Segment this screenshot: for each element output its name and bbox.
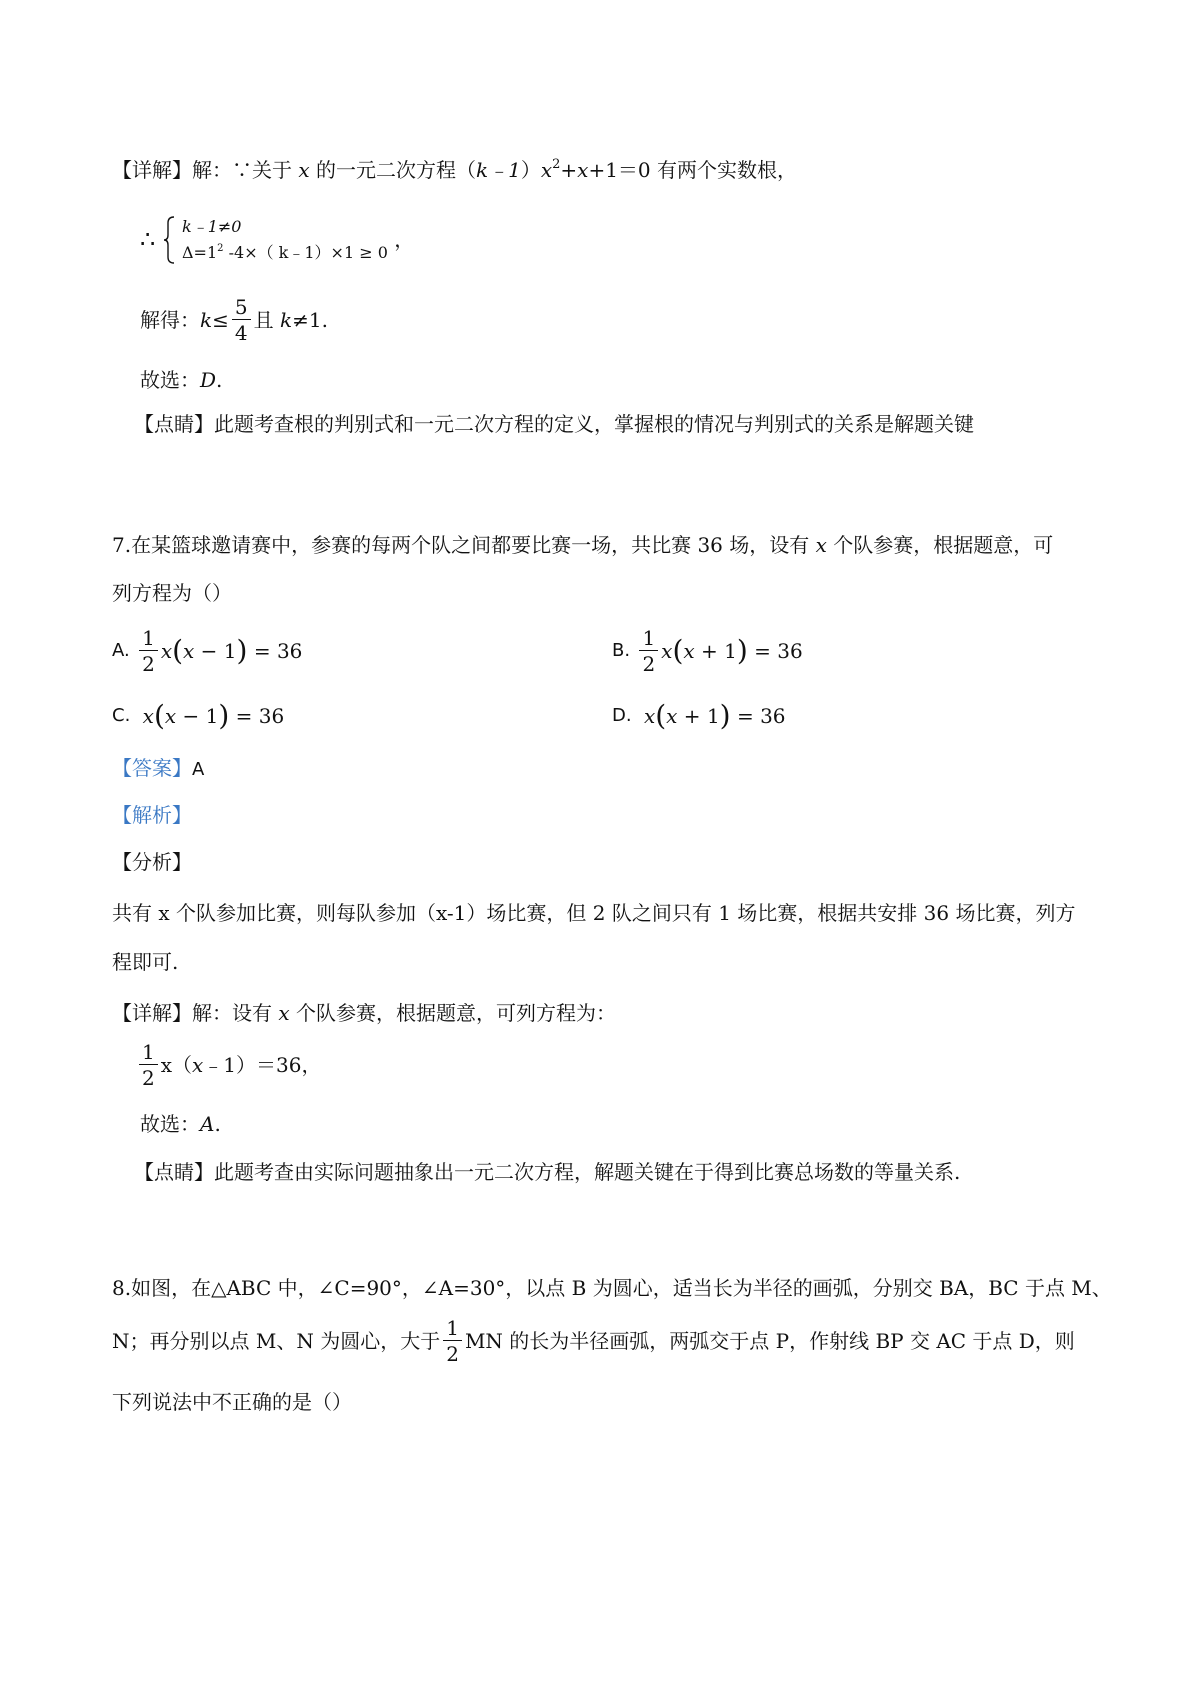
q7-choose-line: 故选：A. bbox=[140, 1112, 221, 1136]
q7-fenxi-label: 【分析】 bbox=[112, 850, 192, 874]
q7-stem-line-2: 列方程为（） bbox=[112, 581, 232, 605]
system-line-1: k﹣1≠0 bbox=[182, 217, 242, 236]
q7-fenxi-line-2: 程即可. bbox=[112, 950, 179, 974]
prev-choose-line: 故选：D. bbox=[140, 368, 223, 392]
solve-result: 解得：k≤ $\frac{5}{4}$ 且 k≠1. bbox=[140, 295, 328, 345]
q7-option-d: D. x(x + 1) = 36 bbox=[612, 699, 786, 732]
q7-detail-line: 【详解】解：设有 x 个队参赛，根据题意，可列方程为： bbox=[112, 1001, 616, 1025]
q7-answer: 【答案】A bbox=[112, 756, 205, 780]
prev-detail-line: 【详解】解：∵关于 x 的一元二次方程$(k﹣1)x^2+x+1=0$ 有两个实数根， bbox=[112, 157, 798, 182]
q7-option-c: C. x(x − 1) = 36 bbox=[112, 699, 285, 732]
q7-option-b: B. $\frac{1}{2}$ x(x + 1) = 36 bbox=[612, 626, 803, 676]
q8-stem-line-1: 8.如图，在△ABC 中，∠C=90°，∠A=30°，以点 B 为圆心，适当长为半径的画弧，分别交 BA，BC 于点 M、 bbox=[112, 1276, 1112, 1300]
q7-option-a: A. $\frac{1}{2}$ x(x − 1) = 36 bbox=[112, 626, 303, 676]
q7-analysis-label: 【解析】 bbox=[112, 803, 192, 827]
left-brace-icon bbox=[162, 215, 176, 265]
q7-equation: $\frac{1}{2}$ x（x﹣1）＝36， bbox=[136, 1042, 321, 1088]
q7-comment: 【点睛】此题考查由实际问题抽象出一元二次方程，解题关键在于得到比赛总场数的等量关系. bbox=[134, 1160, 961, 1184]
q8-stem-line-3: 下列说法中不正确的是（） bbox=[112, 1390, 352, 1414]
system-line-2: $\Delta=1^2$ -4×（ k﹣1）×1 ≥ 0 bbox=[182, 242, 388, 262]
prev-comment: 【点睛】此题考查根的判别式和一元二次方程的定义，掌握根的情况与判别式的关系是解题关键 bbox=[134, 412, 974, 436]
inequality-system: ∴ k﹣1≠0 $\Delta=1^2$ -4×（ k﹣1）×1 ≥ 0 ， bbox=[140, 214, 414, 265]
fraction-five-fourths: $\frac{5}{4}$ bbox=[232, 297, 251, 343]
therefore-symbol: ∴ bbox=[140, 225, 156, 254]
q7-stem-line-1: 7.在某篮球邀请赛中，参赛的每两个队之间都要比赛一场，共比赛 36 场，设有 x 个队参赛，根据题意，可 bbox=[112, 533, 1054, 557]
q8-stem-line-2: N；再分别以点 M、N 为圆心，大于 $\frac{1}{2}$ MN 的长为半径画弧，两弧交于点 P，作射线 BP 交 AC 于点 D，则 bbox=[112, 1316, 1075, 1366]
q7-fenxi-line-1: 共有 x 个队参加比赛，则每队参加（x-1）场比赛，但 2 队之间只有 1 场比赛，根据共安排 36 场比赛，列方 bbox=[112, 901, 1076, 925]
